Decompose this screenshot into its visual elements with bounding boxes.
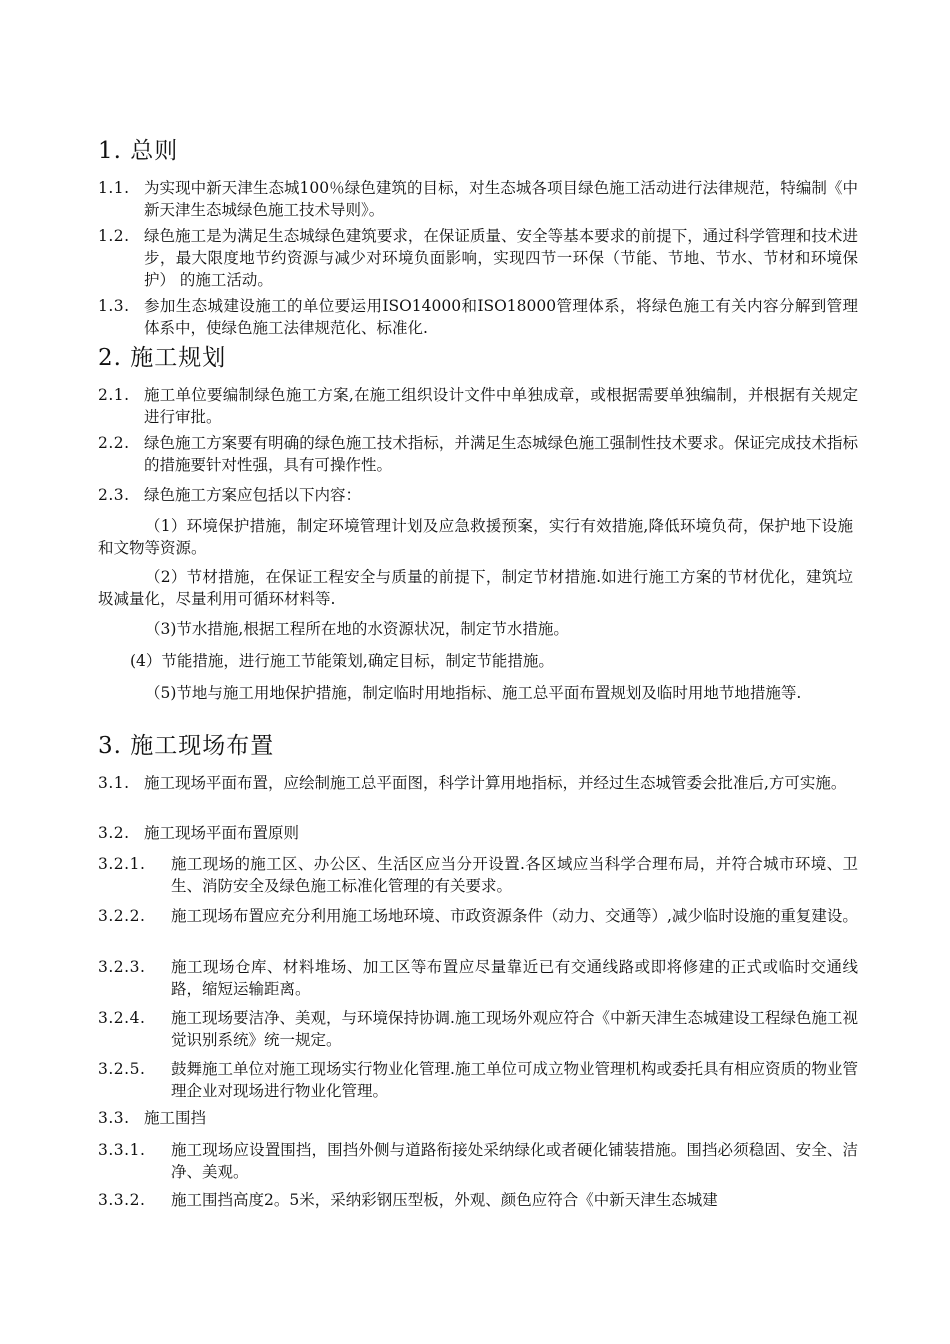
- clause-number: 3.2.4.: [98, 1009, 146, 1027]
- clause-number: 3.2.2.: [98, 907, 146, 925]
- measure-paragraph-4: (4）节能措施，进行施工节能策划,确定目标，制定节能措施。: [130, 652, 554, 670]
- section-heading-1: 1. 总则: [98, 138, 179, 164]
- clause-1-2: [98, 225, 858, 291]
- clause-text: 施工现场要洁净、美观，与环境保持协调.施工现场外观应符合《中新天津生态城建设工程绿色施工视觉识别系统》统一规定。: [171, 1009, 858, 1049]
- clause-1-3: [98, 295, 858, 339]
- clause-text: 施工现场布置应充分利用施工场地环境、市政资源条件（动力、交通等）,减少临时设施的重复建设。: [171, 907, 858, 925]
- clause-3-2: [98, 822, 858, 844]
- clause-text: 参加生态城建设施工的单位要运用ISO14000和ISO18000管理体系，将绿色施工有关内容分解到管理体系中，使绿色施工法律规范化、标准化.: [144, 297, 858, 337]
- clause-3-2-4: [98, 1007, 858, 1051]
- clause-1-1: [98, 177, 858, 221]
- clause-2-1: [98, 384, 858, 428]
- clause-number: 3.1.: [98, 774, 130, 792]
- clause-number: 1.1.: [98, 179, 130, 197]
- measure-paragraph-1: （1）环境保护措施，制定环境管理计划及应急救援预案，实行有效措施,降低环境负荷，保护地下设施和文物等资源。: [98, 517, 853, 557]
- clause-3-2-3: [98, 956, 858, 1000]
- clause-number: 2.3.: [98, 486, 130, 504]
- clause-text: 绿色施工是为满足生态城绿色建筑要求，在保证质量、安全等基本要求的前提下，通过科学管理和技术进步，最大限度地节约资源与减少对环境负面影响，实现四节一环保（节能、节地、节水、节材和环境保护） 的施工活动。: [144, 227, 858, 289]
- clause-text: 绿色施工方案要有明确的绿色施工技术指标，并满足生态城绿色施工强制性技术要求。保证完成技术指标的措施要针对性强，具有可操作性。: [144, 434, 858, 474]
- clause-number: 3.2.5.: [98, 1060, 146, 1078]
- clause-text: 施工现场仓库、材料堆场、加工区等布置应尽量靠近已有交通线路或即将修建的正式或临时交通线路，缩短运输距离。: [171, 958, 858, 998]
- measure-paragraph-3: （3)节水措施,根据工程所在地的水资源状况，制定节水措施。: [145, 620, 569, 638]
- clause-number: 1.2.: [98, 227, 130, 245]
- clause-3-3-1: [98, 1139, 858, 1183]
- measure-paragraph-5: （5)节地与施工用地保护措施，制定临时用地指标、施工总平面布置规划及临时用地节地措施等.: [145, 684, 802, 702]
- clause-number: 3.2.: [98, 824, 130, 842]
- clause-text: 施工围挡: [144, 1109, 207, 1127]
- clause-3-2-1: [98, 853, 858, 897]
- clause-3-3: [98, 1107, 858, 1129]
- clause-3-2-2: [98, 905, 858, 927]
- section-heading-3: 3. 施工现场布置: [98, 733, 275, 759]
- clause-3-3-2: [98, 1189, 858, 1211]
- clause-number: 2.1.: [98, 386, 130, 404]
- clause-text: 施工单位要编制绿色施工方案,在施工组织设计文件中单独成章，或根据需要单独编制，并根据有关规定进行审批。: [144, 386, 858, 426]
- clause-text: 施工现场平面布置，应绘制施工总平面图，科学计算用地指标，并经过生态城管委会批准后,方可实施。: [144, 774, 847, 792]
- clause-2-3: [98, 484, 858, 506]
- clause-number: 3.3.: [98, 1109, 130, 1127]
- clause-2-2: [98, 432, 858, 476]
- measure-paragraph-2: （2）节材措施，在保证工程安全与质量的前提下，制定节材措施.如进行施工方案的节材优化，建筑垃圾减量化，尽量利用可循环材料等.: [98, 568, 853, 608]
- clause-text: 施工现场的施工区、办公区、生活区应当分开设置.各区域应当科学合理布局，并符合城市环境、卫生、消防安全及绿色施工标准化管理的有关要求。: [171, 855, 858, 895]
- clause-number: 2.2.: [98, 434, 130, 452]
- clause-number: 1.3.: [98, 297, 130, 315]
- section-heading-2: 2. 施工规划: [98, 345, 227, 371]
- clause-3-1: [98, 772, 858, 794]
- clause-number: 3.3.1.: [98, 1141, 146, 1159]
- clause-3-2-5: [98, 1058, 858, 1102]
- clause-text: 施工现场应设置围挡，围挡外侧与道路衔接处采纳绿化或者硬化铺装措施。围挡必须稳固、安全、洁净、美观。: [171, 1141, 858, 1181]
- clause-text: 施工围挡高度2。5米，采纳彩钢压型板，外观、颜色应符合《中新天津生态城建: [171, 1191, 718, 1209]
- clause-number: 3.2.3.: [98, 958, 146, 976]
- clause-text: 绿色施工方案应包括以下内容：: [144, 486, 362, 504]
- clause-text: 施工现场平面布置原则: [144, 824, 300, 842]
- clause-number: 3.3.2.: [98, 1191, 146, 1209]
- clause-text: 鼓舞施工单位对施工现场实行物业化管理.施工单位可成立物业管理机构或委托具有相应资质的物业管理企业对现场进行物业化管理。: [171, 1060, 858, 1100]
- clause-text: 为实现中新天津生态城100％绿色建筑的目标，对生态城各项目绿色施工活动进行法律规范，特编制《中新天津生态城绿色施工技术导则》。: [144, 179, 858, 219]
- clause-number: 3.2.1.: [98, 855, 146, 873]
